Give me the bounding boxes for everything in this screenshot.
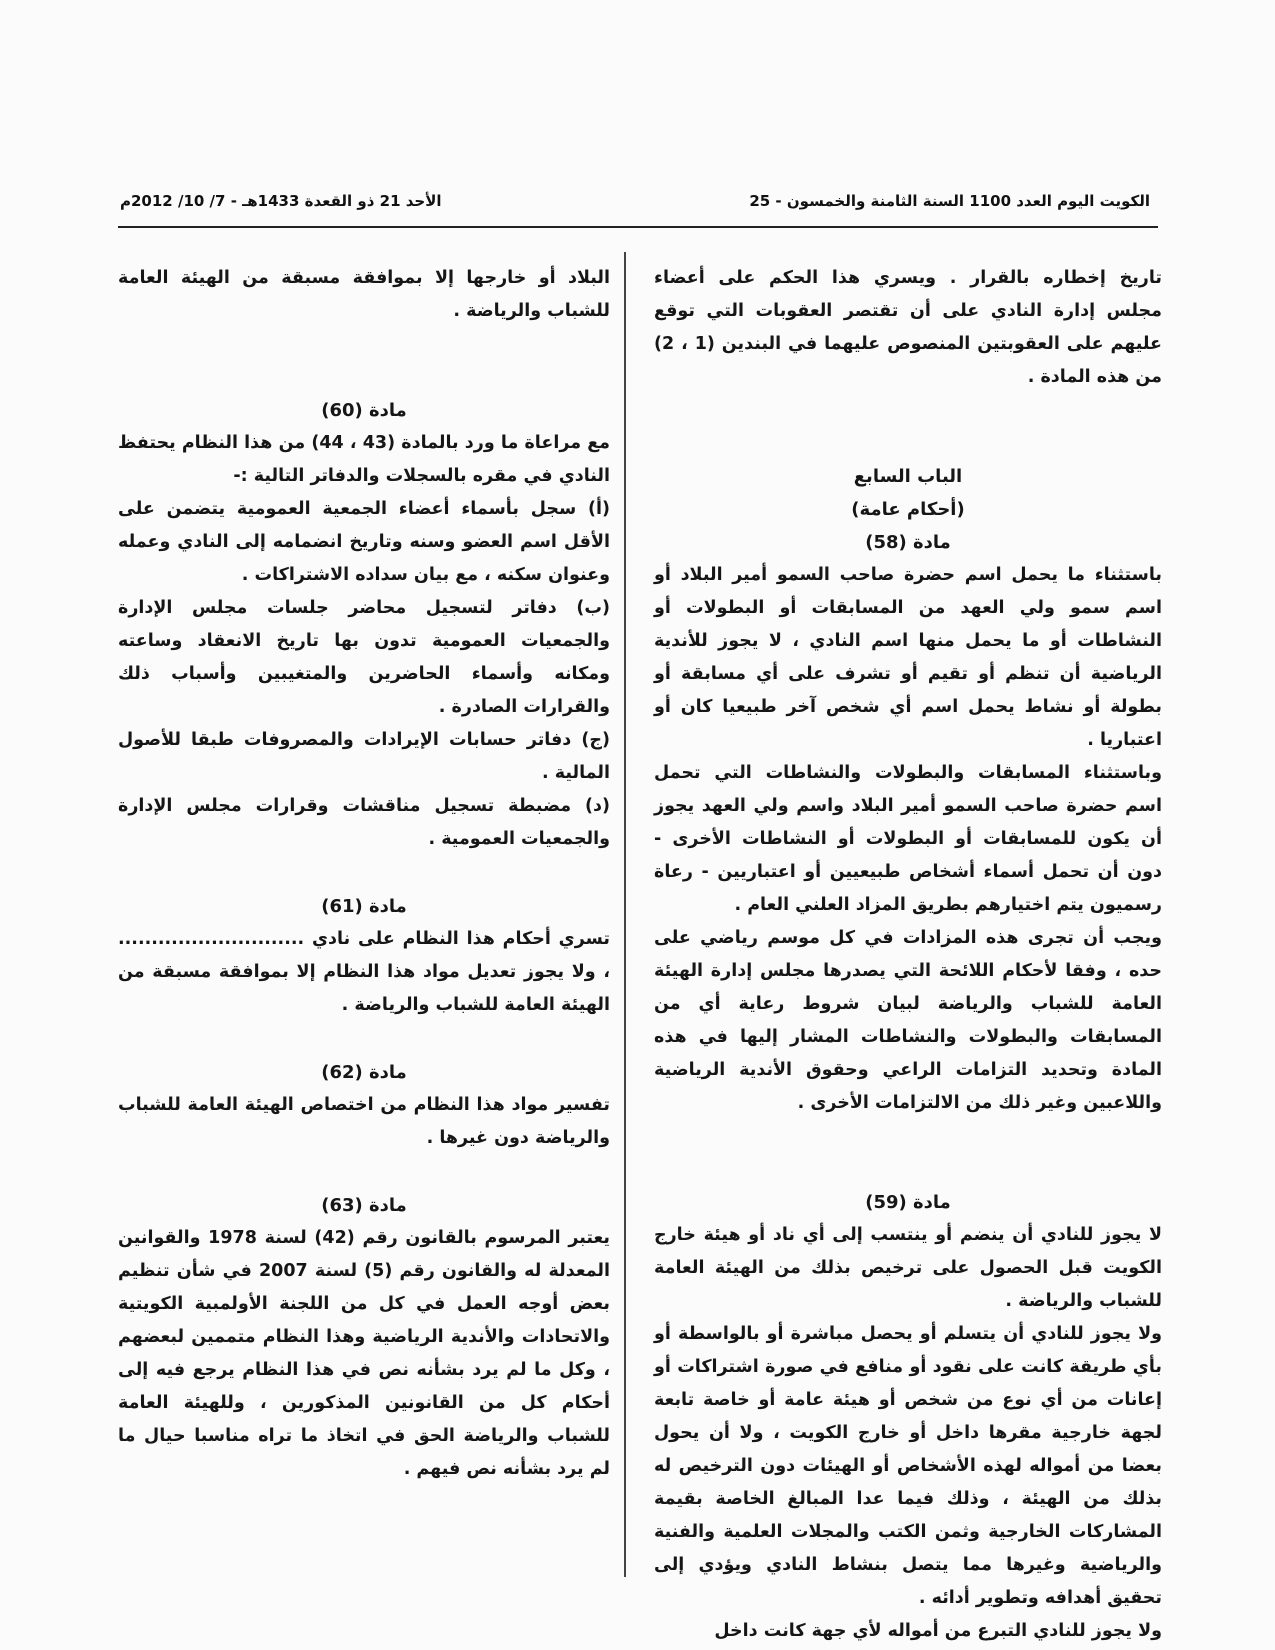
chapter-title: الباب السابع	[853, 466, 963, 487]
article-60-item-a: (أ) سجل بأسماء أعضاء الجمعية العمومية يتضمن على الأقل اسم العضو وسنه وتاريخ انضمامه إلى النادي وعمله وعنوان سكنه ، مع بيان سداده الاشتراكات .	[118, 499, 610, 585]
article-58-paragraph: ويجب أن تجرى هذه المزادات في كل موسم رياضي على حده ، وفقا لأحكام اللائحة التي يصدرها مجلس إدارة الهيئة العامة للشباب والرياضة لبيان شروط رعاية أي من المسابقات والبطولات والنشاطات المشار إليها في هذه المادة وتحديد التزامات الراعي وحقوق الأندية الرياضية واللاعبين وغير ذلك من الالتزامات الأخرى .	[654, 928, 1162, 1113]
right-column	[654, 262, 1162, 1648]
article-61-title: مادة (61)	[321, 896, 407, 917]
article-63-title: مادة (63)	[321, 1195, 407, 1216]
chapter-subtitle: (أحكام عامة)	[851, 499, 965, 520]
article-60-title: مادة (60)	[321, 400, 407, 421]
article-60-item-d: (د) مضبطة تسجيل مناقشات وقرارات مجلس الإدارة والجمعيات العمومية .	[118, 796, 610, 849]
article-61-paragraph: تسري أحكام هذا النظام على نادي ............................ ، ولا يجوز تعديل مواد هذا النظام إلا بموافقة مسبقة من الهيئة العامة للشباب والرياضة .	[118, 929, 610, 1015]
continued-paragraph: البلاد أو خارجها إلا بموافقة مسبقة من الهيئة العامة للشباب والرياضة .	[118, 268, 610, 321]
continued-paragraph: تاريخ إخطاره بالقرار . ويسري هذا الحكم على أعضاء مجلس إدارة النادي على أن تقتصر العقوبات التي توقع عليهم على العقوبتين المنصوص عليهما في البندين (1 ، 2) من هذه المادة .	[654, 268, 1162, 387]
column-divider	[624, 252, 626, 1577]
article-59-paragraph: لا يجوز للنادي أن ينضم أو ينتسب إلى أي ناد أو هيئة خارج الكويت قبل الحصول على ترخيص بذلك من الهيئة العامة للشباب والرياضة .	[654, 1225, 1162, 1311]
article-62-title: مادة (62)	[321, 1062, 407, 1083]
article-59-title: مادة (59)	[865, 1192, 951, 1213]
article-58-paragraph: وباستثناء المسابقات والبطولات والنشاطات التي تحمل اسم حضرة صاحب السمو أمير البلاد واسم ولي العهد يجوز أن يكون للمسابقات أو البطولات أو النشاطات الأخرى - دون أن تحمل أسماء أشخاص طبيعيين أو اعتباريين - رعاة رسميون يتم اختيارهم بطريق المزاد العلني العام .	[654, 763, 1162, 915]
article-62-paragraph: تفسير مواد هذا النظام من اختصاص الهيئة العامة للشباب والرياضة دون غيرها .	[118, 1095, 610, 1148]
header-issue-info: الكويت اليوم العدد 1100 السنة الثامنة والخمسون - 25	[749, 192, 1150, 210]
header-date: الأحد 21 ذو القعدة 1433هـ - 7/ 10/ 2012م	[120, 192, 442, 210]
article-63-paragraph: يعتبر المرسوم بالقانون رقم (42) لسنة 1978 والقوانين المعدلة له والقانون رقم (5) لسنة 2007 في شأن تنظيم بعض أوجه العمل في كل من اللجنة الأولمبية الكويتية والاتحادات والأندية الرياضية وهذا النظام متممين لبعضهم ، وكل ما لم يرد بشأنه نص في هذا النظام يرجع فيه إلى أحكام كل من القانونين المذكورين ، وللهيئة العامة للشباب والرياضة الحق في اتخاذ ما تراه مناسبا حيال ما لم يرد بشأنه نص فيهم .	[118, 1228, 610, 1479]
header-rule	[118, 226, 1158, 228]
article-58-paragraph: باستثناء ما يحمل اسم حضرة صاحب السمو أمير البلاد أو اسم سمو ولي العهد من المسابقات أو البطولات أو النشاطات أو ما يحمل منها اسم النادي ، لا يجوز للأندية الرياضية أن تنظم أو تقيم أو تشرف على أي مسابقة أو بطولة أو نشاط يحمل اسم أي شخص آخر طبيعيا كان أو اعتباريا .	[654, 565, 1162, 750]
article-59-paragraph: ولا يجوز للنادي أن يتسلم أو يحصل مباشرة أو بالواسطة أو بأي طريقة كانت على نقود أو منافع في صورة اشتراكات أو إعانات من أي نوع من شخص أو هيئة عامة أو خاصة تابعة لجهة خارجية مقرها داخل أو خارج الكويت ، ولا أن يحول بعضا من أمواله لهذه الأشخاص أو الهيئات دون الترخيص له بذلك من الهيئة ، وذلك فيما عدا المبالغ الخاصة بقيمة المشاركات الخارجية وثمن الكتب والمجلات العلمية والفنية والرياضية وغيرها مما يتصل بنشاط النادي ويؤدي إلى تحقيق أهدافه وتطوير أدائه .	[654, 1324, 1162, 1608]
article-59-paragraph: ولا يجوز للنادي التبرع من أمواله لأي جهة كانت داخل	[714, 1621, 1162, 1641]
left-column	[118, 262, 610, 1486]
article-60-item-c: (ج) دفاتر حسابات الإيرادات والمصروفات طبقا للأصول المالية .	[118, 730, 610, 783]
article-60-paragraph: مع مراعاة ما ورد بالمادة (43 ، 44) من هذا النظام يحتفظ النادي في مقره بالسجلات والدفاتر التالية :-	[118, 433, 611, 486]
article-60-item-b: (ب) دفاتر لتسجيل محاضر جلسات مجلس الإدارة والجمعيات العمومية تدون بها تاريخ الانعقاد وساعته ومكانه وأسماء الحاضرين والمتغيبين وأسباب ذلك والقرارات الصادرة .	[118, 598, 610, 717]
article-58-title: مادة (58)	[865, 532, 951, 553]
